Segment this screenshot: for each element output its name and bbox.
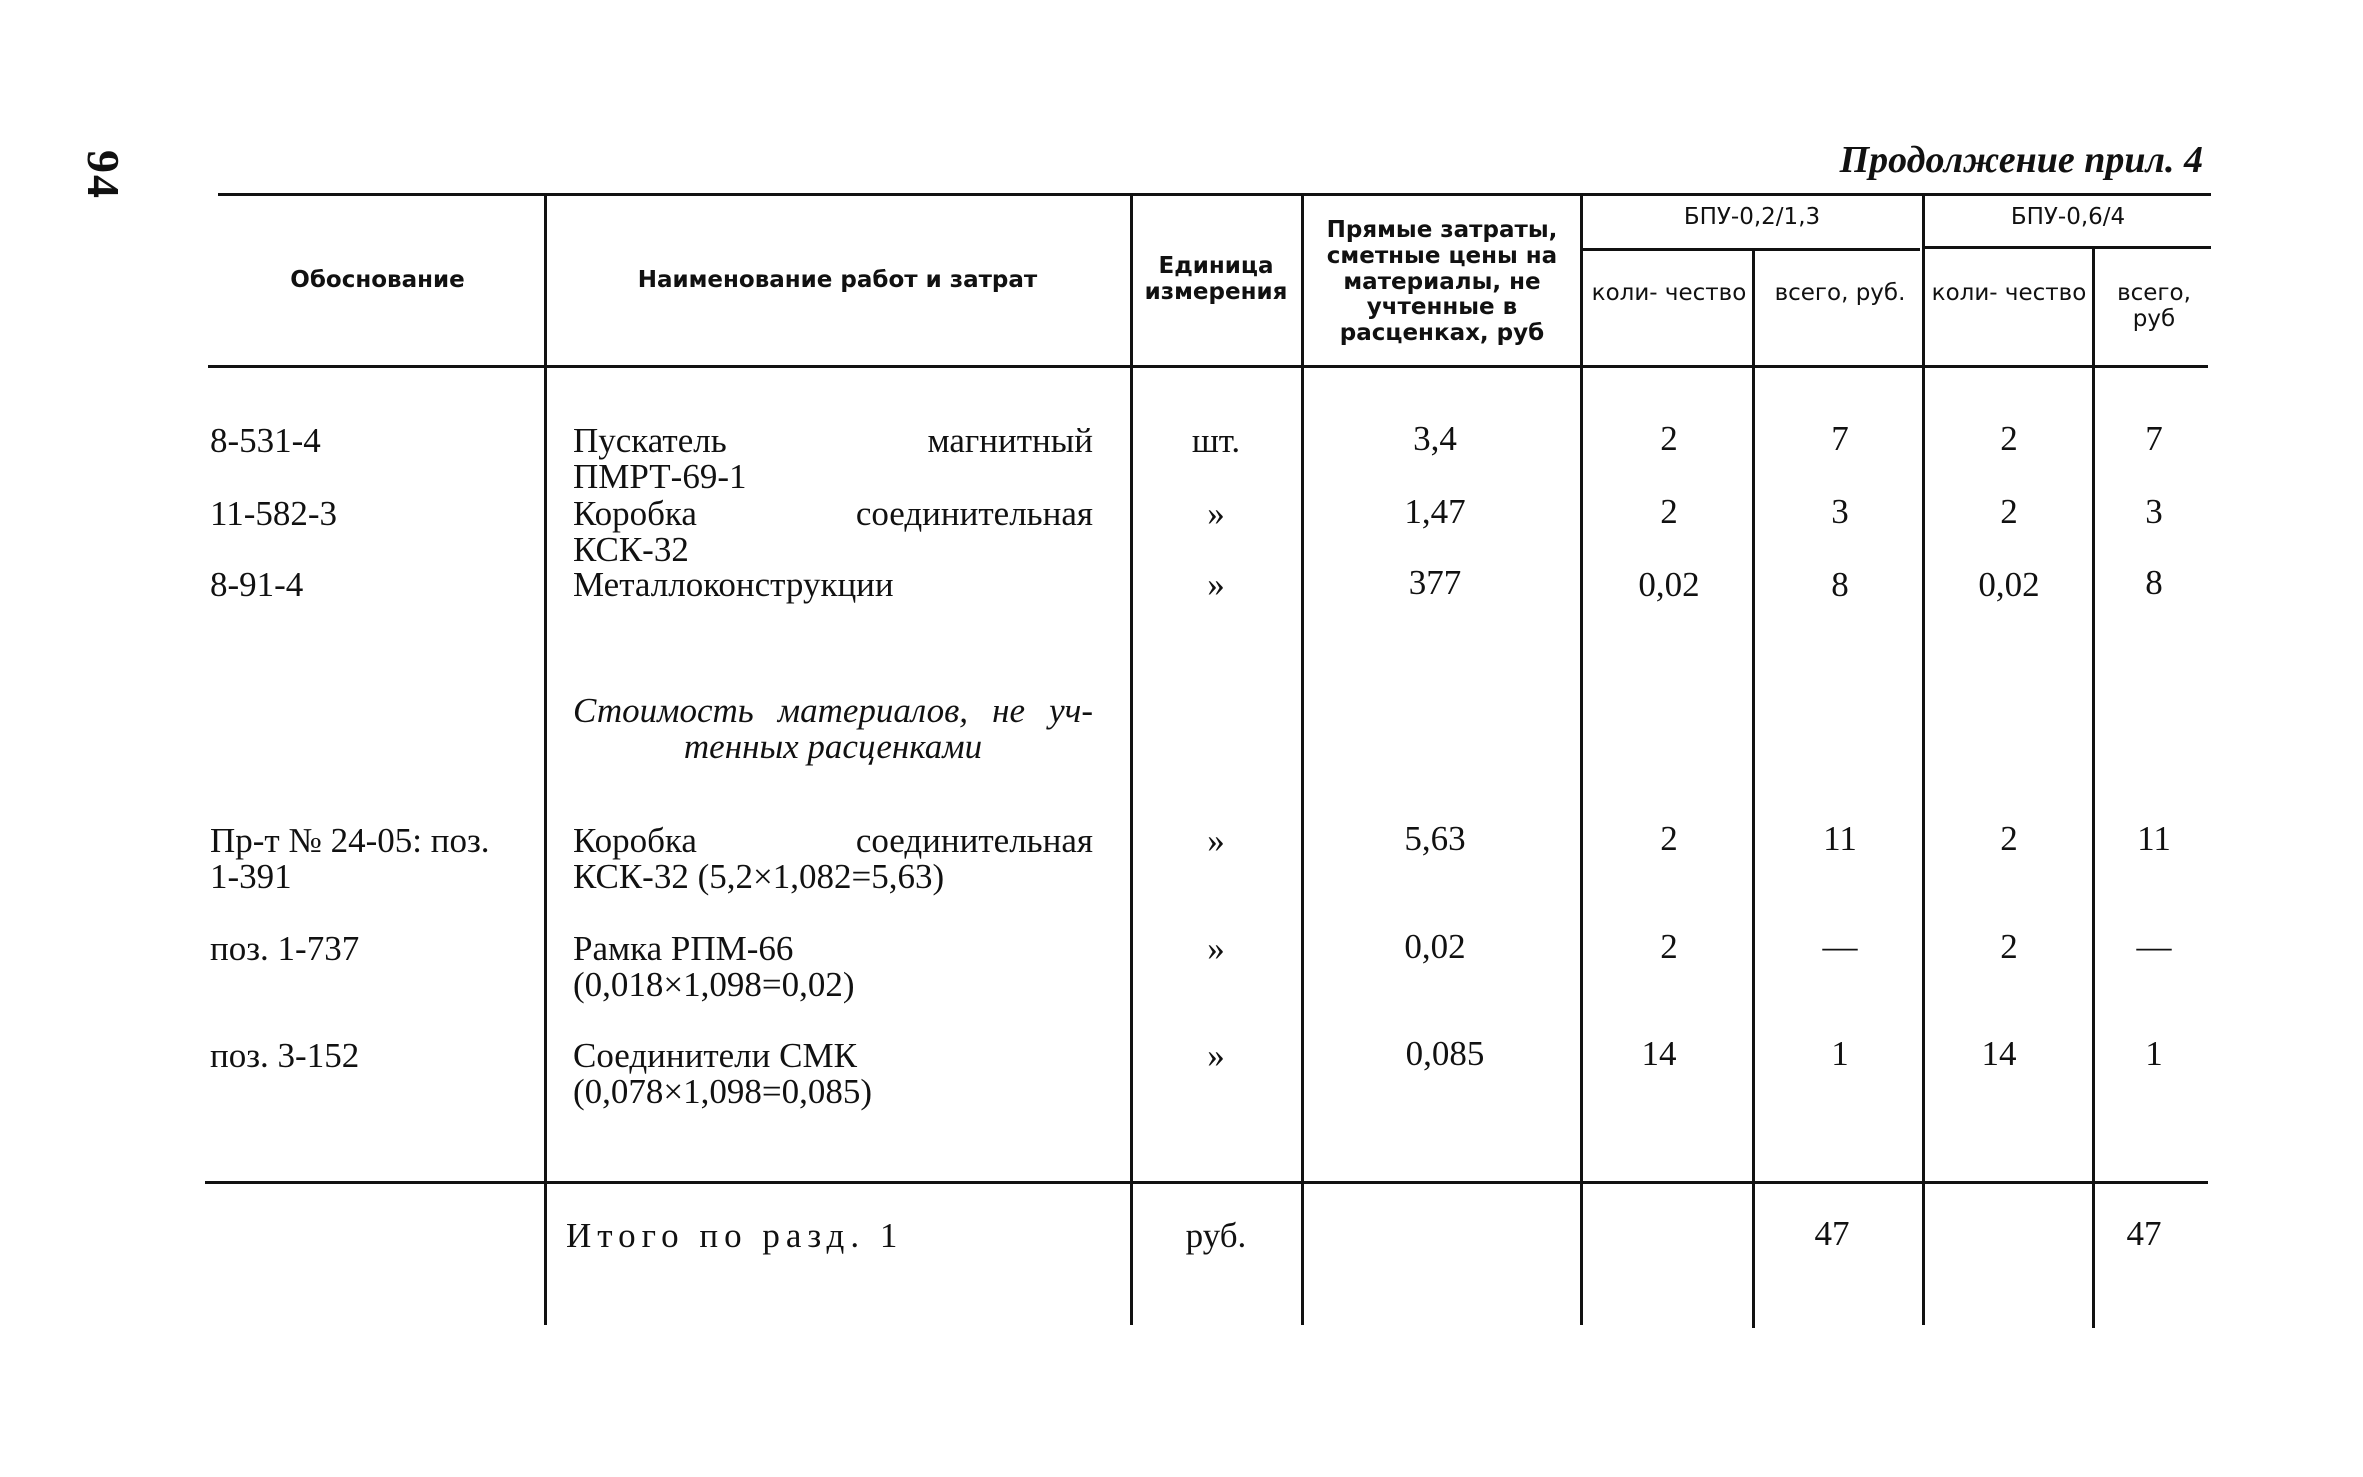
header-name: Наименование работ и затрат <box>637 267 1038 293</box>
total-unit: руб. <box>1185 1216 1247 1255</box>
header-bottom-rule <box>208 365 2208 368</box>
row6-total2: 1 <box>2145 1034 2163 1073</box>
row5-qty1: 2 <box>1660 927 1678 966</box>
row2-cost: 1,47 <box>1404 492 1466 531</box>
row6-cost: 0,085 <box>1405 1034 1485 1073</box>
col-divider <box>1130 195 1133 1325</box>
row6-total1: 1 <box>1831 1034 1849 1073</box>
row6-unit: » <box>1207 1036 1225 1075</box>
section-title-line2: тенных расценками <box>683 727 983 766</box>
row4-basis-line2: 1-391 <box>210 857 292 896</box>
row4-qty2: 2 <box>2000 819 2018 858</box>
row4-total1: 11 <box>1823 819 1857 858</box>
row5-basis: поз. 1-737 <box>210 929 360 968</box>
row2-unit: » <box>1207 494 1225 533</box>
row1-qty1: 2 <box>1660 419 1678 458</box>
row4-total2: 11 <box>2137 819 2171 858</box>
row5-qty2: 2 <box>2000 927 2018 966</box>
total-sum2: 47 <box>2126 1214 2162 1253</box>
row1-unit: шт. <box>1191 421 1241 460</box>
row3-total1: 8 <box>1831 565 1849 604</box>
col-divider <box>1752 248 1755 1328</box>
row1-total1: 7 <box>1831 419 1849 458</box>
header-qty2: коли- чество <box>1931 280 2087 306</box>
continuation-label: Продолжение прил. 4 <box>1839 139 2203 181</box>
row1-name-line2: ПМРТ-69-1 <box>573 457 747 496</box>
section-title-line1: Стоимость материалов, не уч- <box>573 691 1093 730</box>
header-qty1: коли- чество <box>1591 280 1747 306</box>
col-divider <box>2092 248 2095 1328</box>
row3-qty2: 0,02 <box>1978 565 2040 604</box>
col-divider <box>1301 195 1304 1325</box>
total-label: Итого по разд. 1 <box>566 1216 904 1255</box>
body-bottom-rule <box>205 1181 2208 1184</box>
page-number: 94 <box>78 150 129 200</box>
row3-qty1: 0,02 <box>1638 565 1700 604</box>
header-group2: БПУ-0,6/4 <box>2010 204 2126 230</box>
row2-basis: 11-582-3 <box>210 494 338 533</box>
row1-name-line1: Пускатель магнитный <box>573 421 1093 460</box>
header-group1: БПУ-0,2/1,3 <box>1683 204 1821 230</box>
row5-name-line1: Рамка РПМ-66 <box>573 929 794 968</box>
row1-qty2: 2 <box>2000 419 2018 458</box>
col-divider <box>1580 195 1583 1325</box>
row4-name-line1: Коробка соединительная <box>573 821 1093 860</box>
row1-cost: 3,4 <box>1413 419 1457 458</box>
row2-total2: 3 <box>2145 492 2163 531</box>
group1-rule <box>1580 248 1920 251</box>
header-unit: Единица измерения <box>1144 253 1288 305</box>
row4-name-line2: КСК-32 (5,2×1,082=5,63) <box>573 857 945 896</box>
row6-basis: поз. 3-152 <box>210 1036 360 1075</box>
col-divider <box>544 195 547 1325</box>
row4-qty1: 2 <box>1660 819 1678 858</box>
group2-rule <box>1925 246 2211 249</box>
row1-total2: 7 <box>2145 419 2163 458</box>
row3-unit: » <box>1207 565 1225 604</box>
row3-name-line1: Металлоконструкции <box>573 565 894 604</box>
row5-total2: — <box>2136 927 2172 966</box>
row2-qty1: 2 <box>1660 492 1678 531</box>
row2-total1: 3 <box>1831 492 1849 531</box>
row3-total2: 8 <box>2145 563 2163 602</box>
row3-basis: 8-91-4 <box>210 565 304 604</box>
row2-name-line2: КСК-32 <box>573 530 689 569</box>
row2-qty2: 2 <box>2000 492 2018 531</box>
header-total2: всего, руб <box>2117 280 2191 332</box>
row2-name-line1: Коробка соединительная <box>573 494 1093 533</box>
total-sum1: 47 <box>1814 1214 1850 1253</box>
table-top-rule <box>218 193 2211 196</box>
row4-unit: » <box>1207 821 1225 860</box>
row5-name-line2: (0,018×1,098=0,02) <box>573 965 855 1004</box>
row6-qty1: 14 <box>1641 1034 1677 1073</box>
row1-basis: 8-531-4 <box>210 421 321 460</box>
header-total1: всего, руб. <box>1774 280 1906 306</box>
row6-name-line1: Соединители СМК <box>573 1036 857 1075</box>
col-divider <box>1922 195 1925 1325</box>
header-cost: Прямые затраты, сметные цены на материалы, не учтенные в расценках, руб <box>1326 217 1558 346</box>
row6-qty2: 14 <box>1981 1034 2017 1073</box>
row5-total1: — <box>1822 927 1858 966</box>
row5-unit: » <box>1207 929 1225 968</box>
row3-cost: 377 <box>1408 563 1462 602</box>
row4-cost: 5,63 <box>1404 819 1466 858</box>
header-basis: Обоснование <box>290 267 465 293</box>
row6-name-line2: (0,078×1,098=0,085) <box>573 1072 873 1111</box>
row5-cost: 0,02 <box>1404 927 1466 966</box>
row4-basis-line1: Пр-т № 24-05: поз. <box>210 821 490 860</box>
